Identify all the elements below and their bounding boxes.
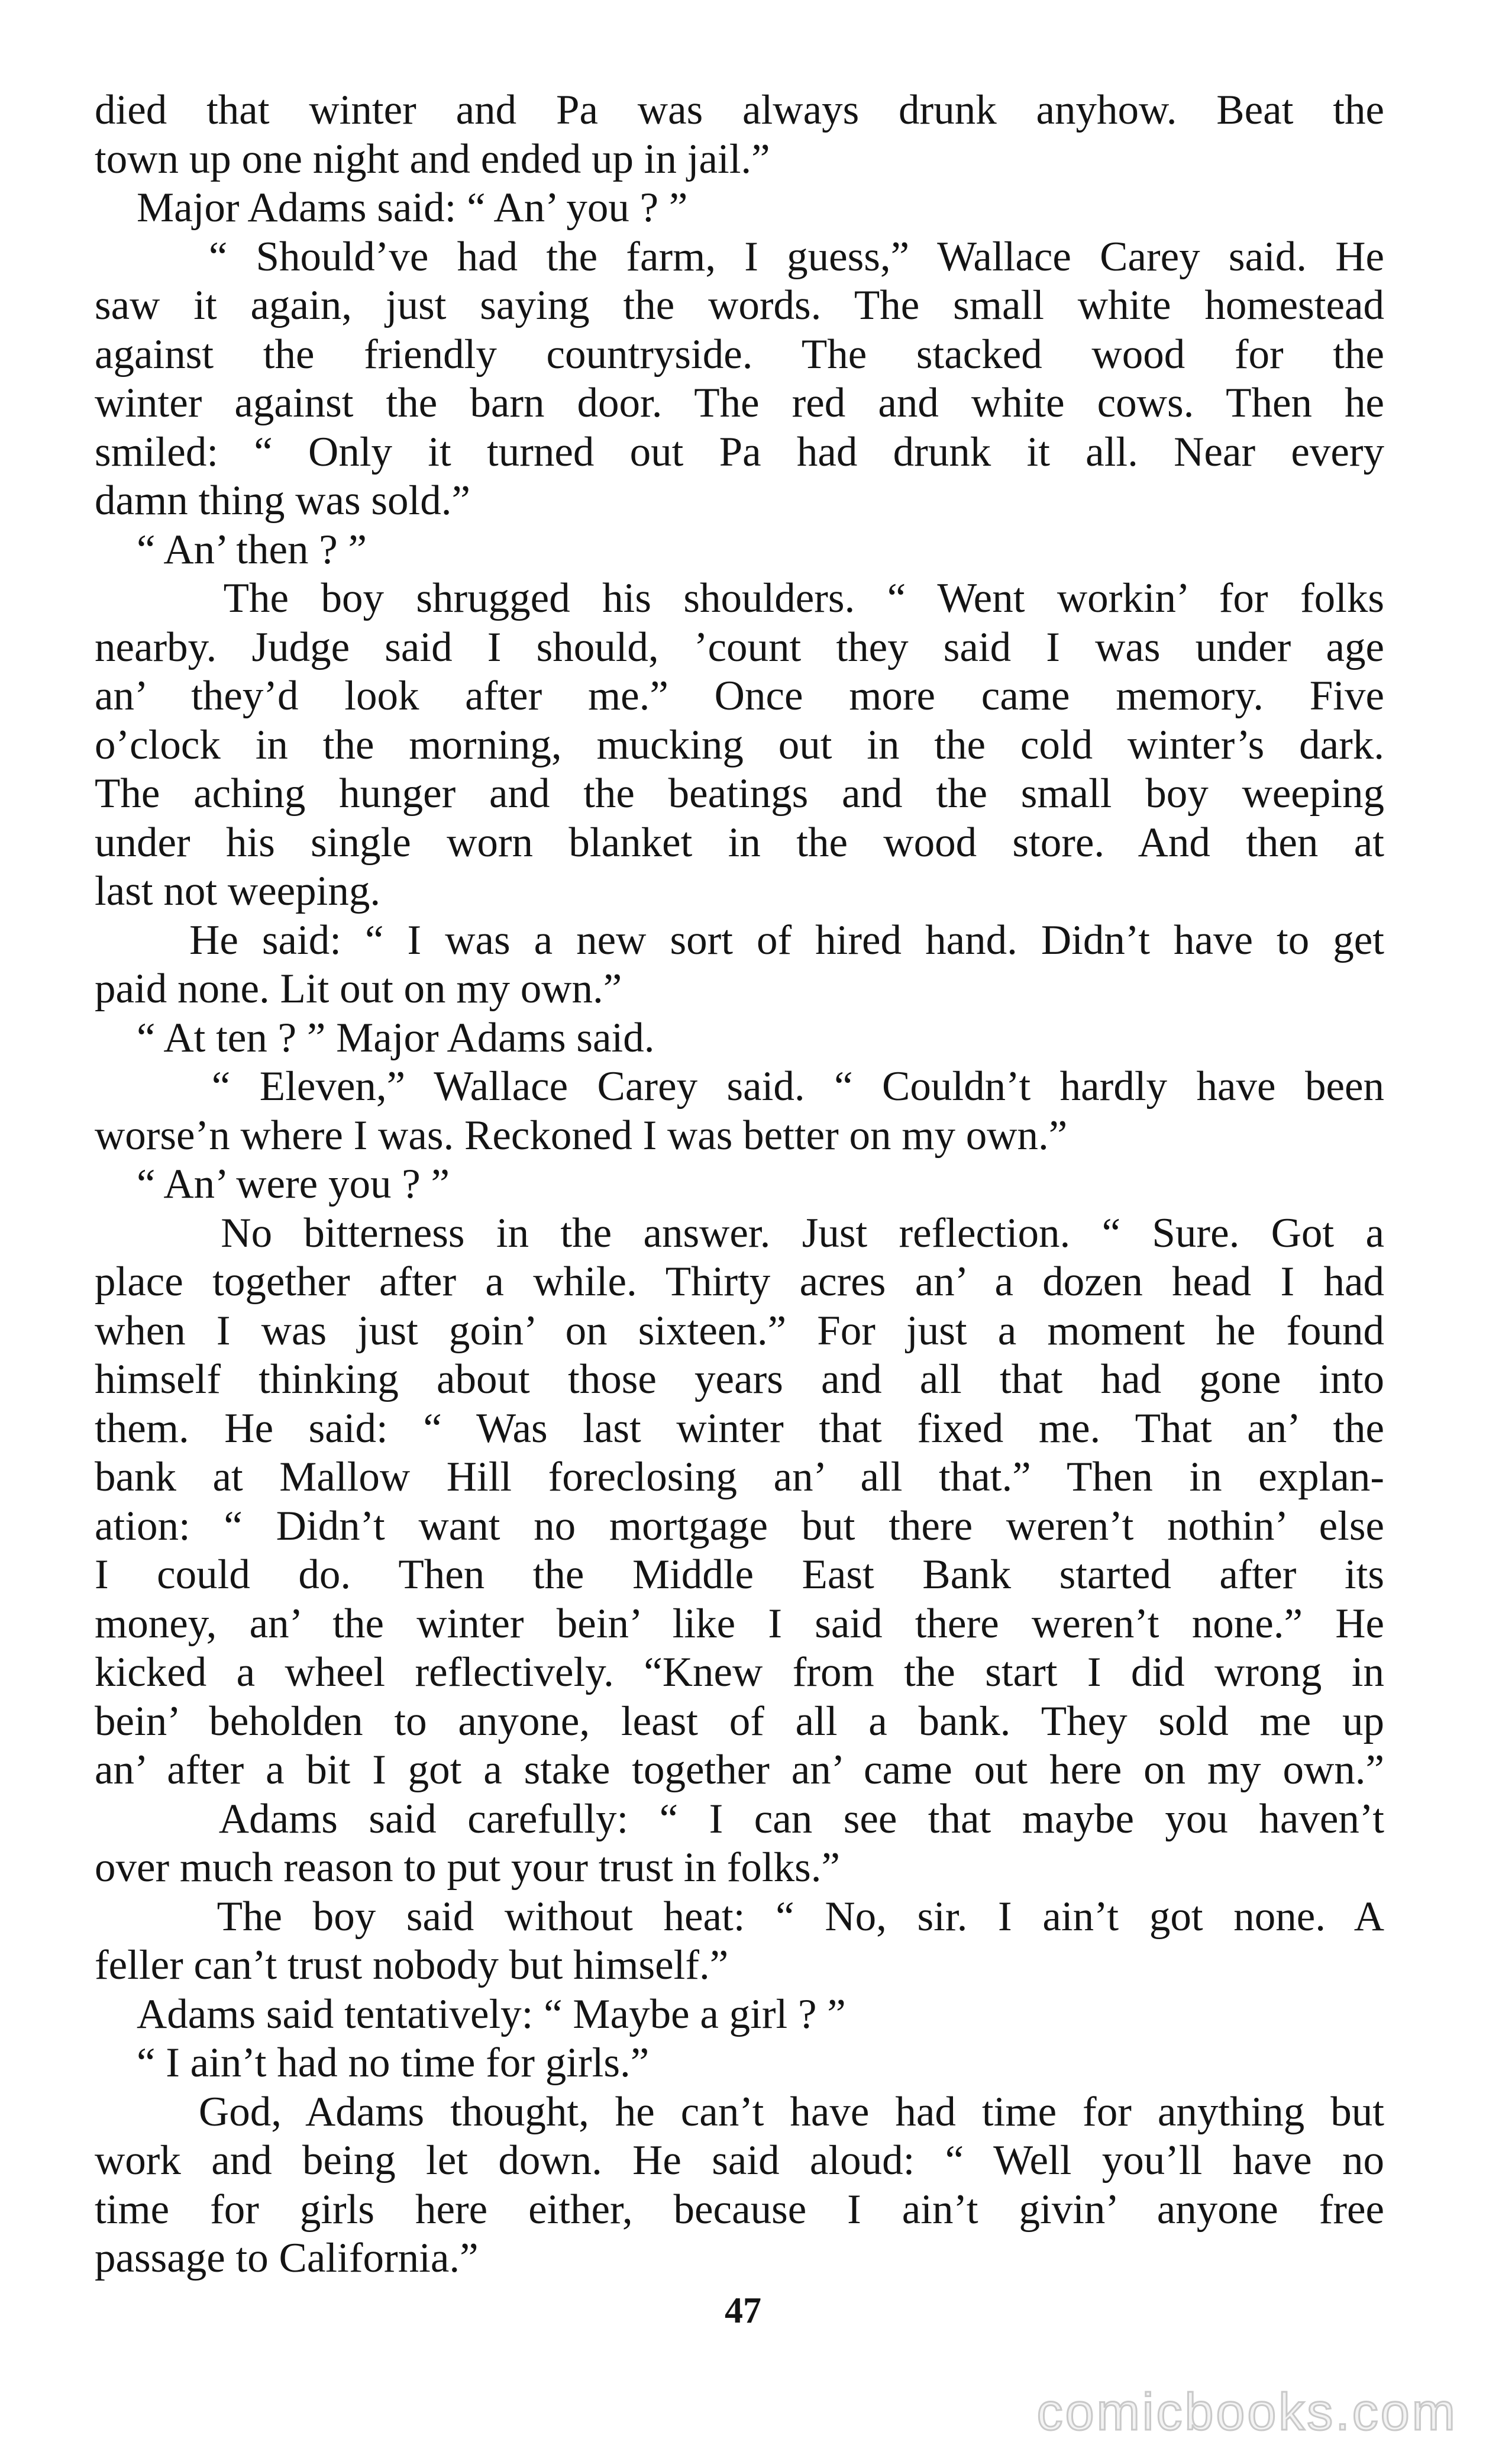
text-line: damn thing was sold.” <box>95 478 470 524</box>
text-line: an’ after a bit I got a stake together an’ came out here on my own.” <box>95 1747 1384 1793</box>
text-line: work and being let down. He said aloud: “ Well you’ll have no <box>95 2137 1384 2184</box>
text-line: bein’ beholden to anyone, least of all a bank. They sold me up <box>95 1698 1384 1744</box>
text-line: town up one night and ended up in jail.” <box>95 136 770 182</box>
text-line: bank at Mallow Hill foreclosing an’ all that.” Then in explan- <box>95 1454 1384 1500</box>
text-line: “ I ain’t had no time for girls.” <box>95 2040 650 2086</box>
watermark: comicbooks.com <box>1036 2382 1458 2441</box>
page-number: 47 <box>725 2291 761 2331</box>
text-line: The boy shrugged his shoulders. “ Went workin’ for folks <box>95 575 1384 621</box>
text-line: himself thinking about those years and all that had gone into <box>95 1356 1384 1402</box>
text-line: God, Adams thought, he can’t have had time for anything but <box>95 2088 1384 2135</box>
text-line: Major Adams said: “ An’ you ? ” <box>95 185 688 231</box>
text-line: winter against the barn door. The red and white cows. Then he <box>95 380 1384 426</box>
text-line: “ An’ then ? ” <box>95 526 367 573</box>
text-line: nearby. Judge said I should, ’count they said I was under age <box>95 624 1384 670</box>
text-line: Adams said carefully: “ I can see that maybe you haven’t <box>95 1795 1384 1842</box>
text-line: kicked a wheel reflectively. “Knew from the start I did wrong in <box>95 1649 1384 1695</box>
text-line: I could do. Then the Middle East Bank started after its <box>95 1552 1384 1598</box>
text-line: paid none. Lit out on my own.” <box>95 966 622 1012</box>
text-line: Adams said tentatively: “ Maybe a girl ? ” <box>95 1991 846 2037</box>
text-line: died that winter and Pa was always drunk anyhow. Beat the <box>95 87 1384 133</box>
text-line: The aching hunger and the beatings and the small boy weeping <box>95 770 1384 817</box>
text-line: He said: “ I was a new sort of hired hand. Didn’t have to get <box>95 917 1384 963</box>
text-line: “ At ten ? ” Major Adams said. <box>95 1014 655 1061</box>
text-line: No bitterness in the answer. Just reflection. “ Sure. Got a <box>95 1210 1384 1256</box>
text-line: “ An’ were you ? ” <box>95 1161 450 1207</box>
text-line: The boy said without heat: “ No, sir. I ain’t got none. A <box>95 1893 1384 1940</box>
text-line: “ Eleven,” Wallace Carey said. “ Couldn’t hardly have been <box>95 1063 1384 1110</box>
text-line: saw it again, just saying the words. The small white homestead <box>95 282 1384 328</box>
text-line: feller can’t trust nobody but himself.” <box>95 1942 729 1988</box>
text-line: money, an’ the winter bein’ like I said there weren’t none.” He <box>95 1600 1384 1647</box>
text-line: ation: “ Didn’t want no mortgage but there weren’t nothin’ else <box>95 1502 1384 1549</box>
text-line: them. He said: “ Was last winter that fixed me. That an’ the <box>95 1405 1384 1452</box>
text-line: o’clock in the morning, mucking out in the cold winter’s dark. <box>95 721 1384 768</box>
text-line: place together after a while. Thirty acres an’ a dozen head I had <box>95 1259 1384 1305</box>
body-text <box>95 86 1384 2283</box>
text-line: worse’n where I was. Reckoned I was better on my own.” <box>95 1112 1068 1159</box>
text-line: smiled: “ Only it turned out Pa had drunk it all. Near every <box>95 428 1384 475</box>
text-line: “ Should’ve had the farm, I guess,” Wallace Carey said. He <box>95 233 1384 280</box>
text-line: when I was just goin’ on sixteen.” For just a moment he found <box>95 1307 1384 1354</box>
text-line: over much reason to put your trust in folks.” <box>95 1844 841 1891</box>
text-line: an’ they’d look after me.” Once more came memory. Five <box>95 673 1384 719</box>
text-line: last not weeping. <box>95 868 381 914</box>
text-line: against the friendly countryside. The stacked wood for the <box>95 331 1384 378</box>
text-line: under his single worn blanket in the wood store. And then at <box>95 819 1384 866</box>
text-line: time for girls here either, because I ain’t givin’ anyone free <box>95 2186 1384 2233</box>
text-line: passage to California.” <box>95 2235 479 2281</box>
